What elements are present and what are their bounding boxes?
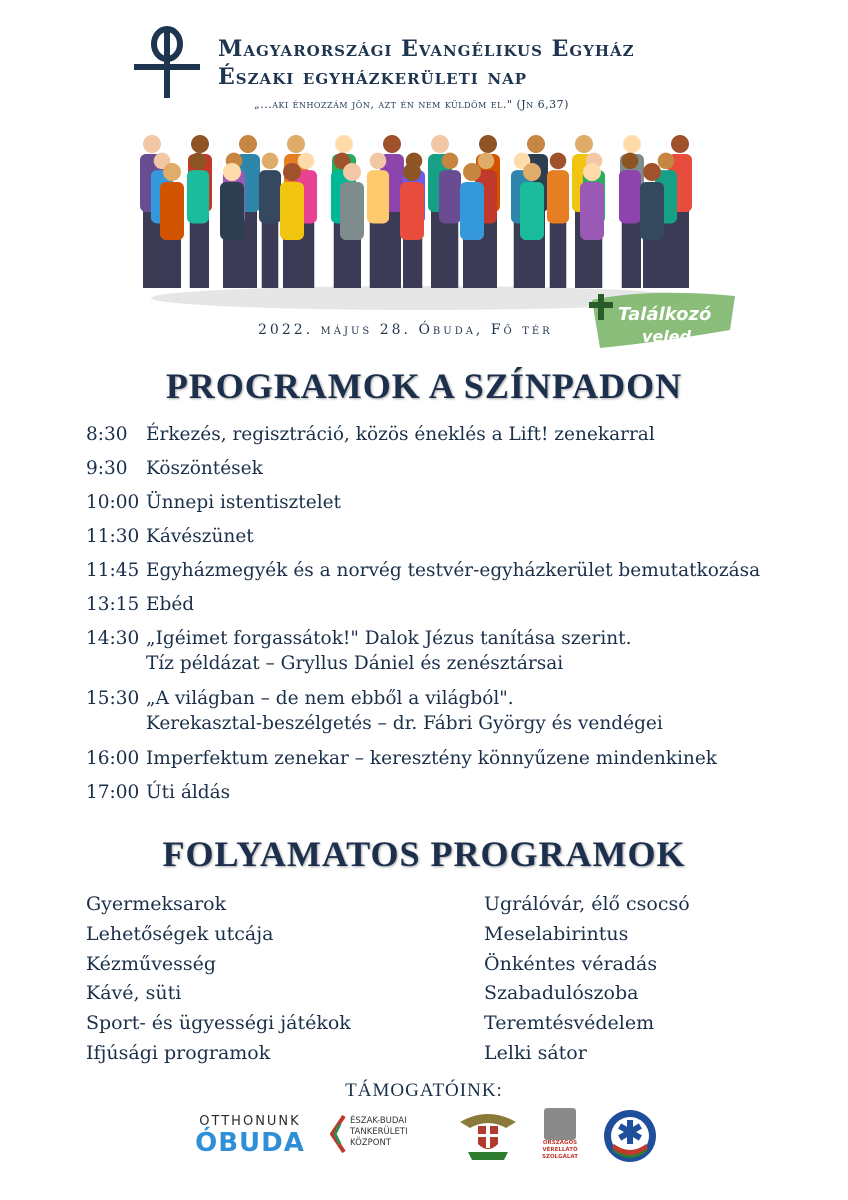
schedule-time: 15:30 bbox=[86, 688, 140, 709]
schedule-time: 11:45 bbox=[86, 560, 140, 581]
motto: „...aki énhozzám jön, azt én nem küldöm el." (Jn 6,37) bbox=[254, 98, 569, 111]
continuous-item: Meselabirintus bbox=[484, 922, 629, 945]
tank-line1: ÉSZAK-BUDAI bbox=[350, 1116, 407, 1126]
continuous-program-title: FOLYAMATOS PROGRAMOK bbox=[162, 834, 686, 874]
obuda-logo bbox=[190, 1108, 310, 1164]
badge-text-line1: Találkozó bbox=[618, 304, 712, 325]
schedule-description bbox=[146, 594, 194, 615]
badge-text-line2: veled bbox=[642, 327, 692, 346]
schedule-text-line2: Kerekasztal-beszélgetés – dr. Fábri György és vendégei bbox=[146, 713, 663, 734]
person-figure bbox=[619, 153, 641, 288]
schedule-text: Ünnepi istentisztelet bbox=[146, 492, 341, 513]
schedule-row bbox=[86, 526, 846, 560]
schedule-description bbox=[146, 748, 717, 769]
schedule-time: 8:30 bbox=[86, 424, 128, 445]
person-figure bbox=[367, 153, 389, 288]
schedule-text: Ebéd bbox=[146, 594, 195, 615]
crowd-illustration bbox=[138, 118, 704, 314]
schedule-row bbox=[86, 782, 846, 816]
schedule-text: Kávészünet bbox=[146, 526, 254, 547]
schedule-row bbox=[86, 492, 846, 526]
stage-schedule bbox=[86, 424, 846, 816]
schedule-description bbox=[146, 492, 341, 513]
continuous-list-right bbox=[484, 893, 690, 1072]
schedule-description bbox=[146, 688, 663, 734]
schedule-description bbox=[146, 458, 263, 479]
schedule-time: 14:30 bbox=[86, 628, 140, 649]
schedule-row bbox=[86, 560, 846, 594]
schedule-row bbox=[86, 424, 846, 458]
schedule-text: Imperfektum zenekar – keresztény könnyűzene mindenkinek bbox=[146, 748, 717, 769]
continuous-item: Gyermeksarok bbox=[86, 893, 227, 915]
schedule-text: Köszöntések bbox=[146, 458, 263, 479]
schedule-description bbox=[146, 424, 655, 445]
continuous-item: Kézművesség bbox=[86, 952, 217, 975]
talalkozo-veled-badge bbox=[580, 290, 738, 352]
schedule-description bbox=[146, 526, 254, 547]
schedule-row bbox=[86, 458, 846, 492]
org-title-line2: Északi egyházkerületi nap bbox=[218, 64, 528, 90]
schedule-text: Egyházmegyék és a norvég testvér-egyházkerület bemutatkozása bbox=[146, 560, 761, 581]
schedule-description bbox=[146, 782, 230, 803]
person-figure bbox=[439, 153, 461, 288]
continuous-item: Lehetőségek utcája bbox=[86, 922, 274, 945]
schedule-text: „Igéimet forgassátok!" Dalok Jézus tanítása szerint. bbox=[146, 628, 632, 649]
person-figure bbox=[547, 153, 569, 288]
tankerulet-logo bbox=[330, 1108, 430, 1164]
ambulance-service-logo-icon bbox=[602, 1108, 658, 1164]
obuda-logo-top: OTTHONUNK bbox=[199, 1114, 301, 1129]
schedule-text-line2: Tíz példázat – Gryllus Dániel és zenésztársai bbox=[146, 653, 564, 674]
schedule-time: 16:00 bbox=[86, 748, 140, 769]
continuous-list-left bbox=[86, 893, 351, 1072]
continuous-item: Szabadulószoba bbox=[484, 982, 639, 1005]
schedule-time: 10:00 bbox=[86, 492, 140, 513]
church-logo-icon bbox=[132, 26, 202, 100]
veradas-logo bbox=[540, 1108, 580, 1168]
continuous-item: Önkéntes véradás bbox=[484, 952, 658, 975]
sponsors-title: TÁMOGATÓINK: bbox=[345, 1080, 503, 1101]
schedule-text: Úti áldás bbox=[146, 782, 231, 803]
tank-line3: KÖZPONT bbox=[350, 1138, 391, 1148]
schedule-time: 11:30 bbox=[86, 526, 140, 547]
person-figure bbox=[259, 153, 281, 288]
tankerulet-chevron-icon bbox=[330, 1114, 346, 1154]
continuous-item: Teremtésvédelem bbox=[484, 1012, 655, 1035]
schedule-time: 9:30 bbox=[86, 458, 128, 479]
continuous-item: Ugrálóvár, élő csocsó bbox=[484, 893, 690, 915]
schedule-time: 13:15 bbox=[86, 594, 140, 615]
person-figure bbox=[187, 153, 209, 288]
obuda-logo-bottom: ÓBUDA bbox=[195, 1128, 305, 1158]
schedule-time: 17:00 bbox=[86, 782, 140, 803]
event-date-location: 2022. május 28. Óbuda, Fő tér bbox=[258, 322, 553, 338]
stage-program-title: PROGRAMOK A SZÍNPADON bbox=[165, 366, 683, 406]
continuous-item: Lelki sátor bbox=[484, 1041, 587, 1064]
continuous-item: Ifjúsági programok bbox=[86, 1041, 271, 1064]
org-title-line1: Magyarországi Evangélikus Egyház bbox=[218, 36, 635, 62]
veradas-line2: VÉRELLÁTÓ bbox=[542, 1147, 578, 1153]
eagle-coat-of-arms-icon bbox=[456, 1108, 520, 1164]
veradas-emblem-icon bbox=[544, 1108, 576, 1140]
veradas-line3: SZOLGÁLAT bbox=[542, 1154, 578, 1160]
schedule-row bbox=[86, 748, 846, 782]
continuous-item: Kávé, süti bbox=[86, 982, 182, 1005]
tank-line2: TANKERÜLETI bbox=[350, 1127, 408, 1137]
veradas-line1: ORSZÁGOS bbox=[542, 1140, 578, 1146]
schedule-row bbox=[86, 688, 846, 748]
schedule-row bbox=[86, 628, 846, 688]
schedule-description bbox=[146, 560, 760, 581]
continuous-item: Sport- és ügyességi játékok bbox=[86, 1012, 351, 1035]
schedule-text: „A világban – de nem ebből a világból". bbox=[146, 688, 514, 709]
schedule-row bbox=[86, 594, 846, 628]
schedule-text: Érkezés, regisztráció, közös éneklés a Lift! zenekarral bbox=[146, 424, 655, 445]
schedule-description bbox=[146, 628, 631, 674]
